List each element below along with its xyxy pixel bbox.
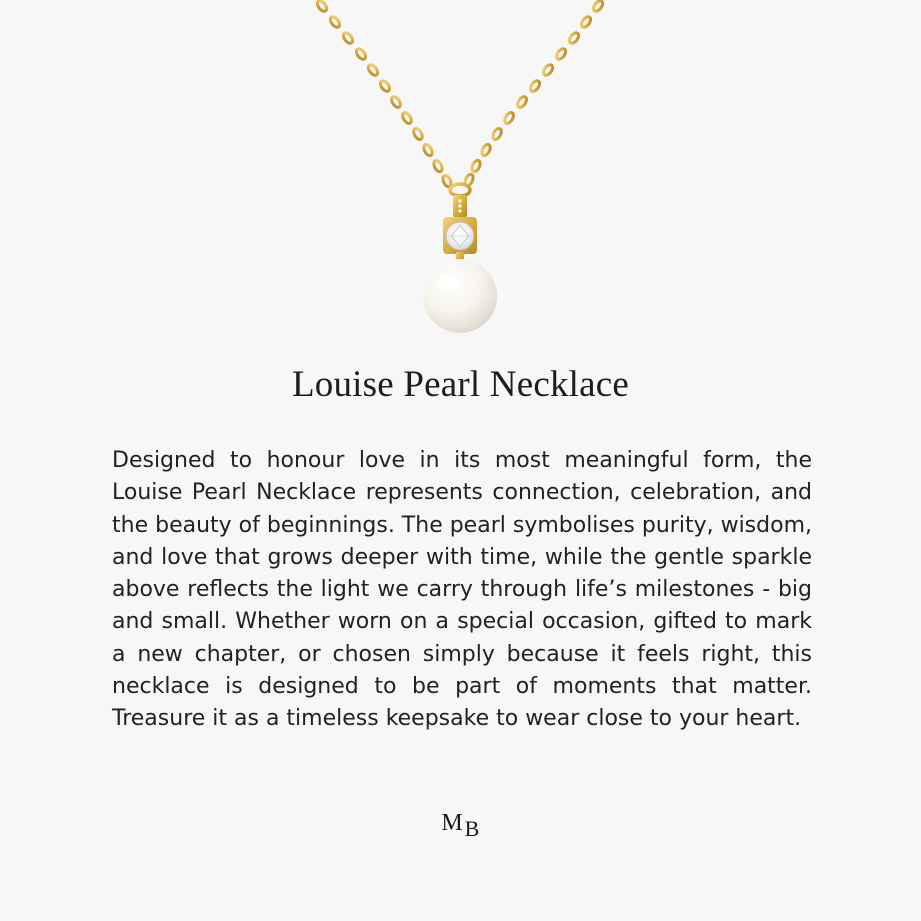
- chain-left: [316, 0, 453, 188]
- diamond-icon: [443, 217, 477, 254]
- pearl-icon: [423, 252, 497, 333]
- chain-right: [463, 0, 604, 187]
- svg-text:B: B: [464, 816, 480, 840]
- product-description: Designed to honour love in its most meaningful form, the Louise Pearl Necklace represents connection, celebration, and the beauty of beginnings. The pearl symbolises purity, wisdom, and love that grows deeper with time, while the gentle sparkle above reflects the light we carry through life’s milestones - big and small. Whether worn on a special occasion, gifted to mark a new chapter, or chosen simply because it feels right, this necklace is designed to be part of moments that matter. Treasure it as a timeless keepsake to wear close to your heart.: [112, 448, 812, 732]
- pendant-bail: [450, 184, 470, 217]
- pearl-necklace-image: [0, 0, 921, 345]
- svg-text:M: M: [441, 810, 463, 836]
- brand-monogram-logo: [0, 800, 921, 840]
- product-title: Louise Pearl Necklace: [291, 364, 630, 405]
